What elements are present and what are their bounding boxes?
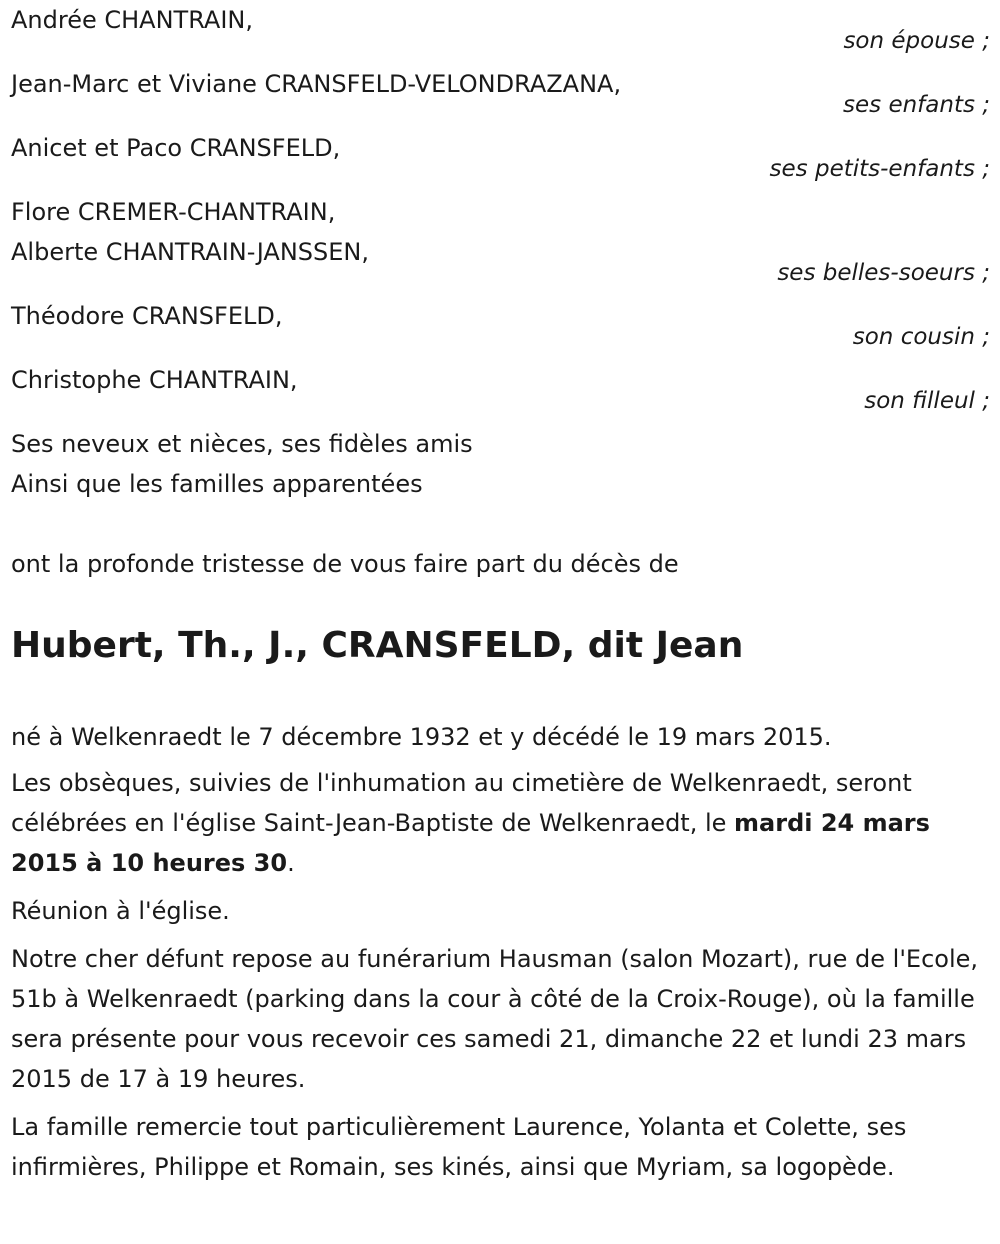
funeral-date: mardi 24 mars 2015 à 10 heures 30	[11, 809, 930, 877]
deceased-name: Hubert, Th., J., CRANSFELD, dit Jean	[11, 625, 744, 666]
family-relation: ses enfants ;	[843, 92, 990, 118]
obituary-notice	[11, 0, 990, 1187]
other-relatives	[11, 424, 990, 504]
family-member-name: Christophe CHANTRAIN,	[11, 366, 298, 394]
thanks-info: La famille remercie tout particulièrement Laurence, Yolanta et Colette, ses infirmières, Philippe et Romain, ses kinés, ainsi que Myriam, sa logopède.	[11, 1113, 907, 1181]
family-relation: ses petits-enfants ;	[769, 156, 990, 182]
visitation-info: Notre cher défunt repose au funérarium Hausman (salon Mozart), rue de l'Ecole, 51b à Welkenraedt (parking dans la cour à côté de la Croix-Rouge), où la famille sera présente pour vous recevoir ces samedi 21, dimanche 22 et lundi 23 mars 2015 de 17 à 19 heures.	[11, 945, 979, 1093]
family-group	[11, 296, 990, 350]
family-list	[11, 0, 990, 414]
family-group	[11, 192, 990, 286]
family-member-name: Théodore CRANSFELD,	[11, 302, 283, 330]
funeral-text: Les obsèques, suivies de l'inhumation au cimetière de Welkenraedt, seront célébrées en l'église Saint-Jean-Baptiste de Welkenraedt, le	[11, 769, 912, 837]
family-group	[11, 64, 990, 118]
family-member-name: Flore CREMER-CHANTRAIN,	[11, 198, 336, 226]
birth-death-info: né à Welkenraedt le 7 décembre 1932 et y décédé le 19 mars 2015.	[11, 723, 832, 751]
family-member-name: Andrée CHANTRAIN,	[11, 6, 253, 34]
family-member-name: Anicet et Paco CRANSFELD,	[11, 134, 341, 162]
funeral-info	[11, 763, 990, 883]
family-group	[11, 360, 990, 414]
family-relation: ses belles-soeurs ;	[777, 260, 990, 286]
other-relatives-line: Ainsi que les familles apparentées	[11, 470, 423, 498]
funeral-text-end: .	[287, 849, 295, 877]
other-relatives-line: Ses neveux et nièces, ses fidèles amis	[11, 430, 473, 458]
family-relation: son filleul ;	[864, 388, 990, 414]
family-member-name: Alberte CHANTRAIN-JANSSEN,	[11, 238, 369, 266]
reunion-info: Réunion à l'église.	[11, 897, 230, 925]
announcement-intro: ont la profonde tristesse de vous faire part du décès de	[11, 550, 679, 578]
family-relation: son cousin ;	[852, 324, 990, 350]
family-group	[11, 0, 990, 54]
family-relation: son épouse ;	[843, 28, 990, 54]
family-member-name: Jean-Marc et Viviane CRANSFELD-VELONDRAZANA,	[11, 70, 622, 98]
family-group	[11, 128, 990, 182]
